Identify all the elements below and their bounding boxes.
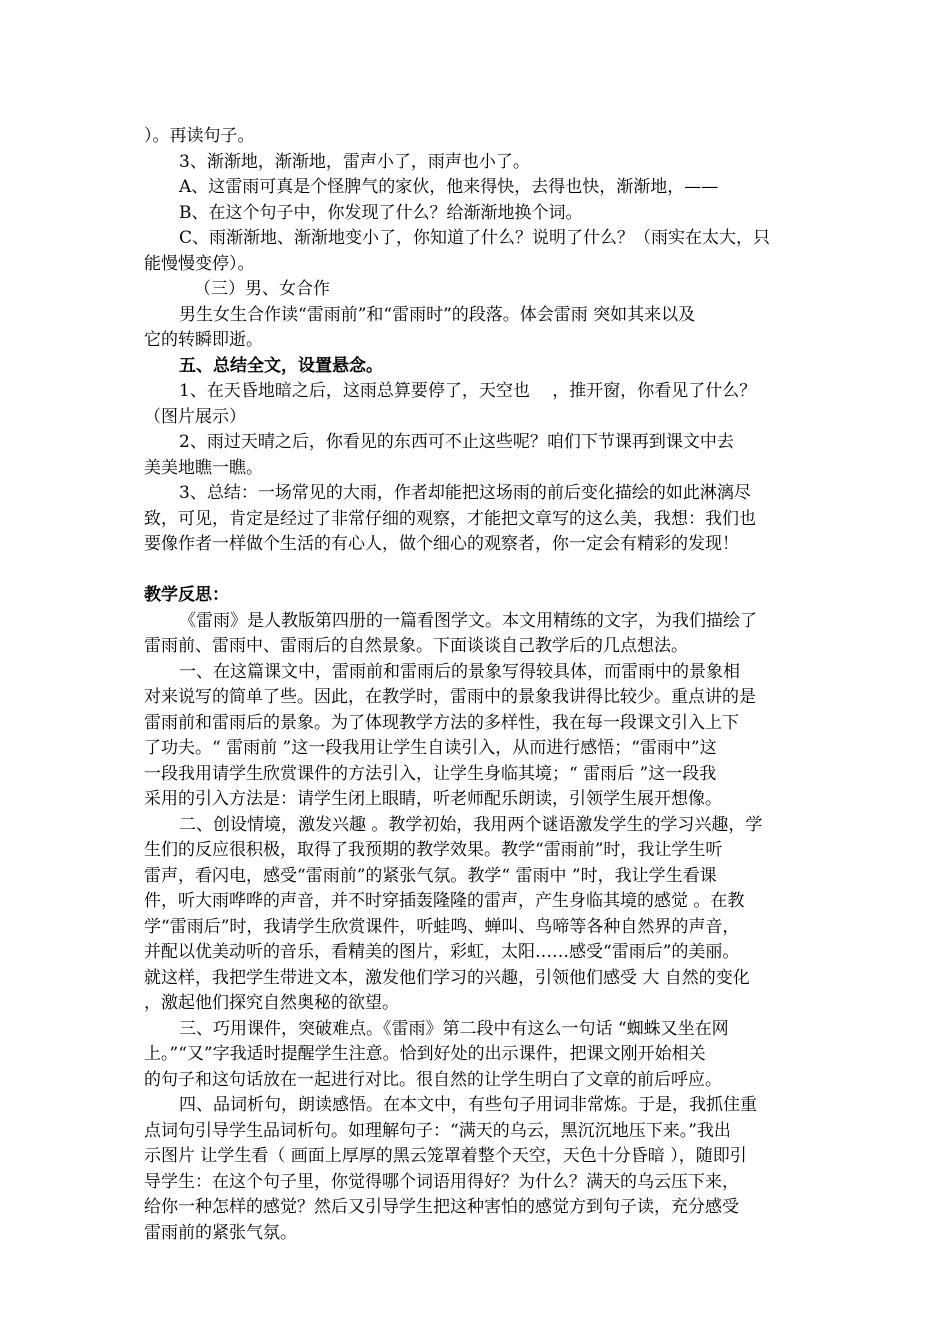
text-line: 二、创设情境，激发兴趣 。教学初始，我用两个谜语激发学生的学习兴趣，学 (179, 814, 763, 835)
text-line: 要像作者一样做个生活的有心人，做个细心的观察者，你一定会有精彩的发现！ (144, 534, 739, 554)
text-line: 雷雨前的紧张气氛。 (144, 1222, 297, 1243)
text-line: ）。再读句子。 (144, 126, 255, 146)
text-line: 学“雷雨后”时，我请学生欣赏课件，听蛙鸣、蝉叫、鸟啼等各种自然界的声音， (144, 916, 740, 937)
text-line: 了功夫。“ 雷雨前 ”这一段我用让学生自读引入，从而进行感悟；“雷雨中”这 (144, 738, 717, 758)
text-line: 一段我用请学生欣赏课件的方法引入，让学生身临其境；“ 雷雨后 ”这一段我 (144, 763, 717, 784)
text-line: 导学生：在这个句子里，你觉得哪个词语用得好？为什么？满天的乌云压下来， (144, 1171, 739, 1192)
text-line: 示图片 让学生看（ 画面上厚厚的黑云笼罩着整个天空，天色十分昏暗 ），随即引 (144, 1146, 747, 1166)
text-line: 男生女生合作读“雷雨前”和“雷雨时”的段落。体会雷雨 突如其来以及 (179, 304, 696, 325)
text-line: C、雨渐渐地、渐渐地变小了，你知道了什么？说明了什么？（雨实在太大，只 (179, 228, 771, 248)
section-heading: 教学反思： (144, 585, 229, 605)
text-line: ，激起他们探究自然奥秘的欲望。 (144, 993, 399, 1013)
text-line: 一、在这篇课文中，雷雨前和雷雨后的景象写得较具体，而雷雨中的景象相 (179, 661, 740, 682)
text-line: 四、品词析句，朗读感悟。在本文中，有些句子用词非常炼。于是，我抓住重 (179, 1095, 757, 1115)
text-line: 采用的引入方法是：请学生闭上眼睛，听老师配乐朗读，引领学生展开想像。 (144, 789, 722, 809)
text-line: 2、雨过天晴之后，你看见的东西可不止这些呢？咱们下节课再到课文中去 (179, 432, 734, 452)
text-line: 并配以优美动听的音乐，看精美的图片，彩虹，太阳……感受“雷雨后”的美丽。 (144, 942, 740, 962)
text-line: 3、总结：一场常见的大雨，作者却能把这场雨的前后变化描绘的如此淋漓尽 (179, 483, 751, 503)
text-line: 雷声，看闪电，感受“雷雨前”的紧张气氛。教学“ 雷雨中 ”时，我让学生看课 (144, 865, 717, 886)
text-line: 生们的反应很积极，取得了我预期的教学效果。教学“雷雨前”时，我让学生听 (144, 840, 723, 860)
document-page (144, 124, 806, 1246)
text-line: 能慢慢变停）。 (144, 253, 255, 274)
text-line: 致，可见，肯定是经过了非常仔细的观察，才能把文章写的这么美，我想：我们也 (144, 508, 756, 529)
blank-line (144, 558, 806, 584)
text-line: 雷雨前、雷雨中、雷雨后的自然景象。下面谈谈自己教学后的几点想法。 (144, 636, 688, 656)
text-line: 美美地瞧一瞧。 (144, 457, 263, 478)
text-line: 给你一种怎样的感觉？然后又引导学生把这种害怕的感觉方到句子读，充分感受 (144, 1197, 739, 1217)
text-line: 上。”“又”字我适时提醒学生注意。恰到好处的出示课件，把课文刚开始相关 (144, 1044, 706, 1064)
text-line: 点词句引导学生品词析句。如理解句子：“满天的乌云，黑沉沉地压下来。”我出 (144, 1120, 731, 1141)
text-line: 三、巧用课件，突破难点。《雷雨》第二段中有这么一句话 “蜘蛛又坐在网 (179, 1018, 729, 1039)
text-line: 雷雨前和雷雨后的景象。为了体现教学方法的多样性，我在每一段课文引入上下 (144, 712, 739, 733)
text-line: B、在这个句子中，你发现了什么？给渐渐地换个词。 (179, 202, 583, 223)
section-heading: 五、总结全文，设置悬念。 (179, 355, 383, 376)
text-line: 1、在天昏地暗之后，这雨总算要停了，天空也 ，推开窗，你看见了什么？ (179, 381, 757, 401)
text-line: 的句子和这句话放在一起进行对比。很自然的让学生明白了文章的前后呼应。 (144, 1069, 722, 1090)
text-line: 就这样，我把学生带进文本，激发他们学习的兴趣，引领他们感受 大 自然的变化 (144, 967, 750, 988)
section-heading: （三）男、女合作 (194, 279, 330, 299)
text-line: 3、渐渐地，渐渐地，雷声小了，雨声也小了。 (179, 151, 530, 172)
text-line: A、这雷雨可真是个怪脾气的家伙，他来得快，去得也快，渐渐地，—— (179, 177, 719, 197)
text-line: 件，听大雨哗哗的声音，并不时穿插轰隆隆的雷声，产生身临其境的感觉 。在教 (144, 891, 745, 911)
text-line: 它的转瞬即逝。 (144, 330, 263, 350)
text-line: （图片展示） (144, 406, 246, 427)
text-line: 对来说写的简单了些。因此，在教学时，雷雨中的景象我讲得比较少。重点讲的是 (144, 687, 756, 707)
text-line: 《雷雨》是人教版第四册的一篇看图学文。本文用精练的文字，为我们描绘了 (179, 610, 757, 631)
